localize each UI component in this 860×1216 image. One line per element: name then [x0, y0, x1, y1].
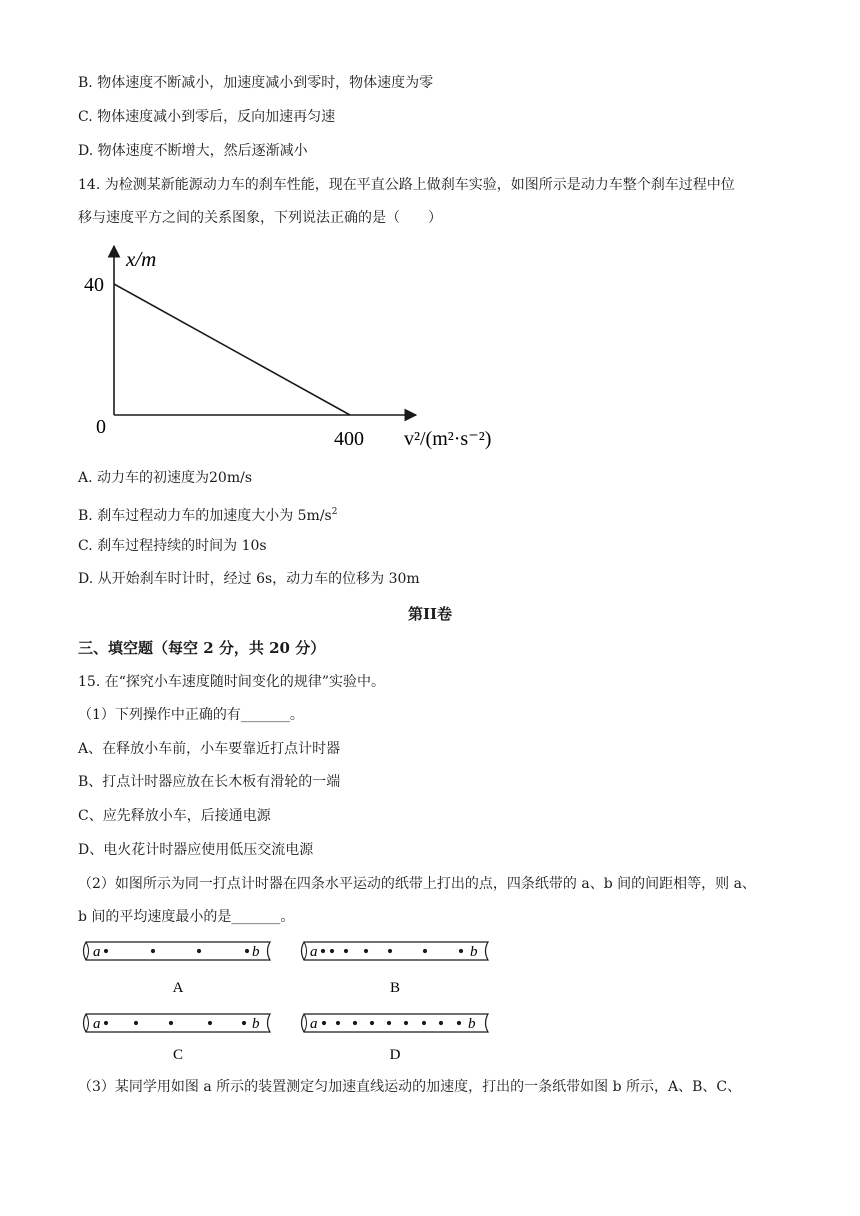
tape-b-end: b [470, 944, 478, 960]
q15-part3: （3）某同学用如图 a 所示的装置测定匀加速直线运动的加速度，打出的一条纸带如图 b 所示，A、B、C、 [78, 1079, 742, 1095]
tape-d-start: a [310, 1016, 318, 1032]
q14-stem-line1: 14. 为检测某新能源动力车的刹车性能，现在平直公路上做刹车实验，如图所示是动力车整个刹车过程中位 [78, 177, 735, 193]
tape-d-end: b [468, 1016, 476, 1032]
tape-d [302, 1014, 489, 1063]
tape-d-label: D [389, 1047, 401, 1063]
q14-option-a: A. 动力车的初速度为20m/s [78, 470, 253, 486]
tape-a-end: b [252, 944, 260, 960]
q15-part2-line2: b 间的平均速度最小的是_______。 [78, 909, 295, 925]
q14-stem-line2: 移与速度平方之间的关系图象，下列说法正确的是（ ） [78, 210, 442, 226]
tape-b-label: B [389, 980, 401, 996]
tape-c [84, 1014, 271, 1063]
section3-title: 三、填空题（每空 2 分，共 20 分） [78, 639, 326, 657]
section-title: 第II卷 [407, 605, 453, 623]
q14-graph [78, 240, 518, 452]
tape-c-end: b [252, 1016, 260, 1032]
y-tick-label: 40 [84, 274, 104, 296]
tape-a-start: a [93, 944, 101, 960]
tape-a-label: A [172, 980, 184, 996]
tape-a [84, 942, 271, 996]
q14-option-c: C. 刹车过程持续的时间为 10s [78, 538, 267, 554]
q13-option-c: C. 物体速度减小到零后，反向加速再匀速 [78, 109, 336, 125]
data-line [114, 284, 350, 415]
x-tick-label: 400 [334, 428, 364, 450]
tape-b [302, 942, 489, 996]
q15-part1-option-b: B、打点计时器应放在长木板有滑轮的一端 [78, 774, 341, 790]
tape-c-start: a [93, 1016, 101, 1032]
y-axis-label: x/m [126, 247, 157, 271]
tape-c-label: C [172, 1047, 184, 1063]
q15-part1-option-d: D、电火花计时器应使用低压交流电源 [78, 842, 314, 858]
paper-tapes-figure [78, 938, 518, 1068]
q15-stem: 15. 在“探究小车速度随时间变化的规律”实验中。 [78, 674, 386, 690]
q15-part1: （1）下列操作中正确的有_______。 [78, 707, 304, 723]
origin-label: 0 [96, 416, 106, 438]
q15-part1-option-c: C、应先释放小车，后接通电源 [78, 808, 271, 824]
q15-part2-line1: （2）如图所示为同一打点计时器在四条水平运动的纸带上打出的点，四条纸带的 a、b 间的间距相等，则 a、 [78, 876, 756, 892]
q15-part1-option-a: A、在释放小车前，小车要靠近打点计时器 [78, 741, 341, 757]
x-axis-label: v²/(m²·s⁻²) [404, 428, 492, 450]
q13-option-b: B. 物体速度不断减小，加速度减小到零时，物体速度为零 [78, 75, 434, 91]
q14-option-d: D. 从开始刹车时计时，经过 6s，动力车的位移为 30m [78, 571, 420, 587]
tape-b-start: a [310, 944, 318, 960]
q13-option-d: D. 物体速度不断增大，然后逐渐减小 [78, 143, 308, 159]
q14-option-b: B. 刹车过程动力车的加速度大小为 $5m/s^2$ [78, 507, 338, 524]
